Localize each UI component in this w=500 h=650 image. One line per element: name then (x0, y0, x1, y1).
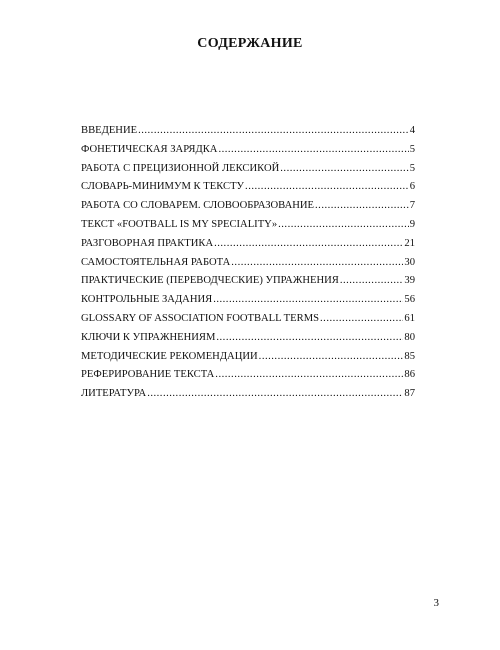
toc-entry (81, 200, 415, 219)
toc-entry-label: МЕТОДИЧЕСКИЕ РЕКОМЕНДАЦИИ (81, 350, 258, 362)
toc-entry (81, 238, 415, 257)
toc-entry-page: 21 (404, 237, 415, 249)
dot-leader (216, 332, 403, 343)
dot-leader (213, 294, 403, 305)
toc-entry-page: 6 (409, 181, 415, 193)
toc-entry-page: 80 (404, 331, 415, 343)
toc-entry-label: РАБОТА СО СЛОВАРЕМ. СЛОВООБРАЗОВАНИЕ (81, 200, 315, 212)
dot-leader (320, 313, 403, 324)
toc-entry-label: ФОНЕТИЧЕСКАЯ ЗАРЯДКА (81, 143, 218, 155)
toc-entry (81, 219, 415, 238)
dot-leader (218, 144, 408, 155)
toc-entry-page: 87 (404, 388, 415, 400)
toc-entry-label: КОНТРОЛЬНЫЕ ЗАДАНИЯ (81, 294, 213, 306)
toc-entry (81, 275, 415, 294)
toc-entry-label: ТЕКСТ «FOOTBALL IS MY SPECIALITY» (81, 218, 278, 230)
toc-entry (81, 144, 415, 163)
toc-entry-page: 5 (409, 162, 415, 174)
toc-entry (81, 163, 415, 182)
dot-leader (278, 219, 409, 230)
dot-leader (280, 163, 408, 174)
dot-leader (340, 275, 404, 286)
toc-entry-page: 30 (404, 256, 415, 268)
toc-entry-label: РАЗГОВОРНАЯ ПРАКТИКА (81, 237, 214, 249)
toc-entry (81, 294, 415, 313)
page-number: 3 (433, 597, 439, 609)
toc-entry-label: САМОСТОЯТЕЛЬНАЯ РАБОТА (81, 256, 231, 268)
toc-entry-page: 9 (409, 218, 415, 230)
toc-entry-label: ПРАКТИЧЕСКИЕ (ПЕРЕВОДЧЕСКИЕ) УПРАЖНЕНИЯ (81, 275, 339, 287)
dot-leader (147, 388, 403, 399)
toc-entry-page: 56 (404, 294, 415, 306)
dot-leader (215, 369, 403, 380)
toc-entry-page: 5 (409, 143, 415, 155)
toc-entry (81, 369, 415, 388)
table-of-contents (81, 125, 415, 407)
toc-entry (81, 351, 415, 370)
toc-entry (81, 125, 415, 144)
dot-leader (231, 257, 403, 268)
toc-entry (81, 313, 415, 332)
toc-entry-label: КЛЮЧИ К УПРАЖНЕНИЯМ (81, 331, 216, 343)
toc-entry (81, 181, 415, 200)
toc-entry-page: 4 (409, 125, 415, 136)
toc-entry-label: РАБОТА С ПРЕЦИЗИОННОЙ ЛЕКСИКОЙ (81, 162, 280, 174)
toc-entry (81, 388, 415, 407)
toc-entry-label: СЛОВАРЬ-МИНИМУМ К ТЕКСТУ (81, 181, 245, 193)
toc-entry-page: 85 (404, 350, 415, 362)
dot-leader (214, 238, 403, 249)
page-title: СОДЕРЖАНИЕ (197, 36, 303, 51)
dot-leader (245, 181, 409, 192)
toc-entry-page: 86 (404, 369, 415, 381)
dot-leader (315, 200, 409, 211)
toc-entry-label: РЕФЕРИРОВАНИЕ ТЕКСТА (81, 369, 215, 381)
dot-leader (259, 351, 404, 362)
toc-entry-page: 7 (409, 200, 415, 212)
toc-entry-label: ЛИТЕРАТУРА (81, 388, 147, 400)
toc-entry (81, 332, 415, 351)
dot-leader (138, 125, 409, 136)
toc-entry-page: 39 (404, 275, 415, 287)
toc-entry-page: 61 (404, 312, 415, 324)
toc-entry-label: ВВЕДЕНИЕ (81, 125, 138, 136)
toc-entry-label: GLOSSARY OF ASSOCIATION FOOTBALL TERMS (81, 312, 320, 324)
toc-entry (81, 257, 415, 276)
